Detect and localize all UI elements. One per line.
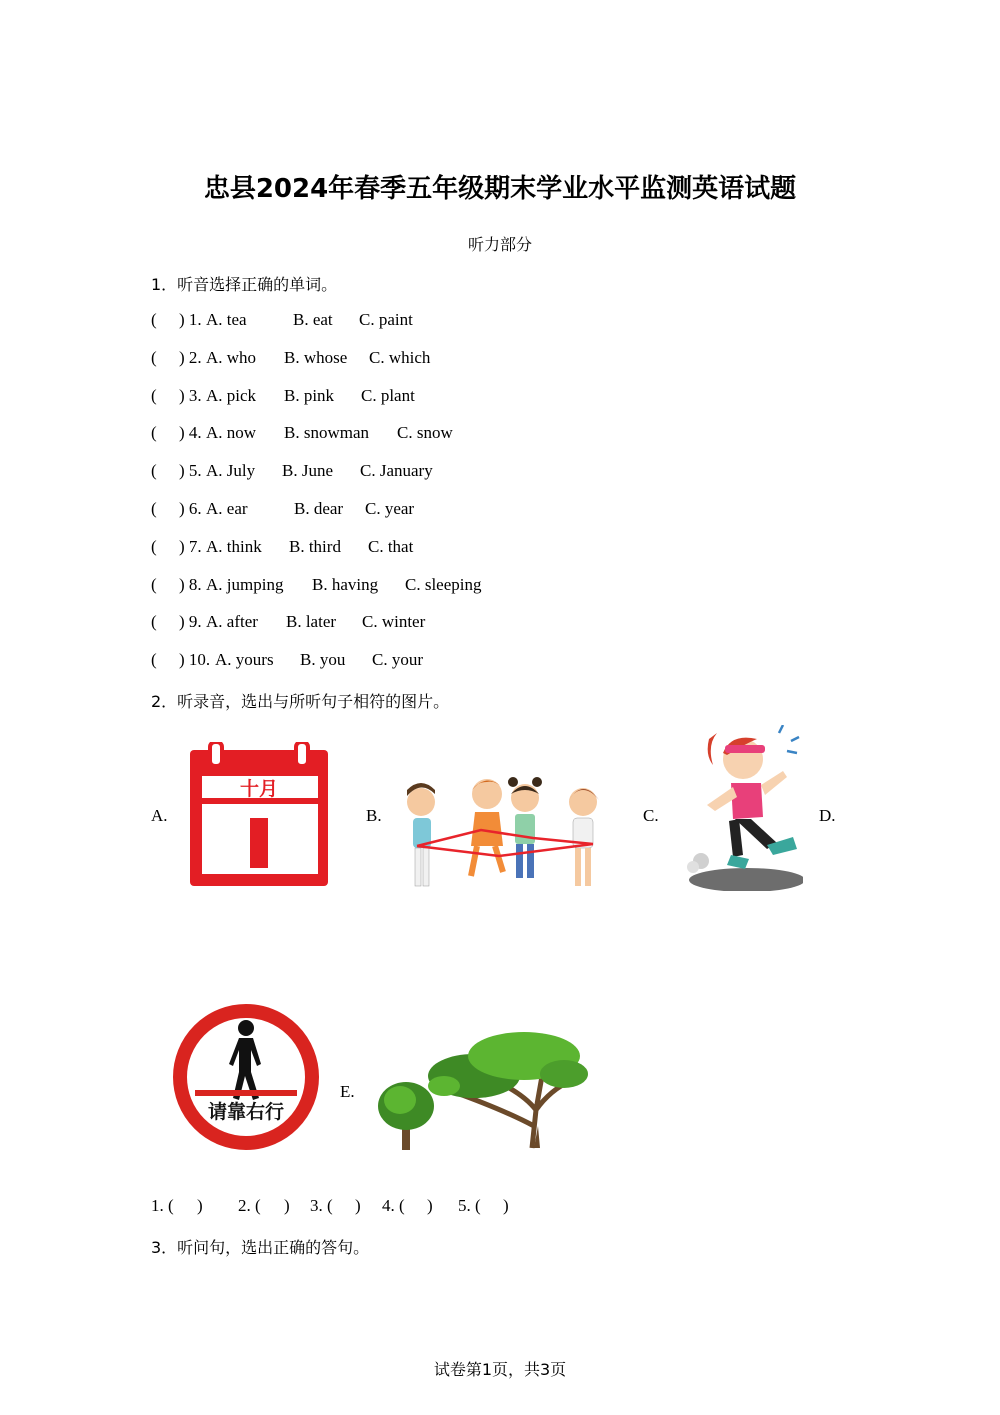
- answer-4-open: 4. (: [382, 1196, 405, 1215]
- option-b[interactable]: B. you: [300, 650, 346, 669]
- question-1-item: [151, 650, 601, 672]
- option-b[interactable]: B. eat: [293, 310, 333, 329]
- option-a[interactable]: A. think: [206, 537, 262, 556]
- option-c[interactable]: C. snow: [397, 423, 453, 442]
- keep-right-sign-image: [171, 1002, 321, 1152]
- option-b[interactable]: B. snowman: [284, 423, 369, 442]
- question-3-heading: 3．听问句，选出正确的答句。: [151, 1238, 370, 1257]
- answer-blank-open: (: [151, 575, 157, 594]
- option-e-label: E.: [340, 1082, 355, 1101]
- question-1-item: [151, 423, 601, 445]
- question-1-item: [151, 575, 601, 597]
- option-a[interactable]: A. yours: [215, 650, 274, 669]
- option-b[interactable]: B. having: [312, 575, 379, 594]
- option-c[interactable]: C. paint: [359, 310, 413, 329]
- document-title: 忠县2024年春季五年级期末学业水平监测英语试题: [203, 174, 797, 204]
- option-b[interactable]: B. later: [286, 612, 337, 631]
- option-a-label: A.: [151, 806, 168, 825]
- item-number: ) 7.: [179, 537, 202, 556]
- option-c[interactable]: C. your: [372, 650, 423, 669]
- item-number: ) 10.: [179, 650, 211, 669]
- running-girl-image: [687, 725, 803, 891]
- answer-4-close: ): [427, 1196, 433, 1215]
- option-b[interactable]: B. dear: [294, 499, 344, 518]
- answer-blank-open: (: [151, 499, 157, 518]
- question-1-item: [151, 348, 601, 370]
- question-1-item: [151, 499, 601, 521]
- calendar-month-text: 十月: [239, 778, 279, 800]
- option-c[interactable]: C. year: [365, 499, 415, 518]
- question-1-item: [151, 537, 601, 559]
- option-a[interactable]: A. pick: [206, 386, 257, 405]
- option-a[interactable]: A. ear: [206, 499, 248, 518]
- answer-2-close: ): [284, 1196, 290, 1215]
- question-1-item: [151, 310, 601, 332]
- question-2-heading: 2．听录音，选出与所听句子相符的图片。: [151, 692, 450, 711]
- option-a[interactable]: A. who: [206, 348, 257, 367]
- option-a[interactable]: A. July: [206, 461, 256, 480]
- question-1-item: [151, 461, 601, 483]
- answer-1-close: ): [197, 1196, 203, 1215]
- option-c[interactable]: C. sleeping: [405, 575, 482, 594]
- option-c[interactable]: C. winter: [362, 612, 426, 631]
- option-b[interactable]: B. whose: [284, 348, 348, 367]
- answer-blank-open: (: [151, 537, 157, 556]
- answer-blank-open: (: [151, 423, 157, 442]
- option-c-label: C.: [643, 806, 659, 825]
- item-number: ) 2.: [179, 348, 202, 367]
- item-number: ) 3.: [179, 386, 202, 405]
- sign-text: 请靠右行: [207, 1101, 285, 1123]
- answer-blank-open: (: [151, 461, 157, 480]
- option-b-label: B.: [366, 806, 382, 825]
- option-c[interactable]: C. which: [369, 348, 431, 367]
- children-jumping-rope-image: [403, 772, 621, 890]
- option-a[interactable]: A. now: [206, 423, 257, 442]
- option-b[interactable]: B. June: [282, 461, 333, 480]
- answer-3-open: 3. (: [310, 1196, 333, 1215]
- option-a[interactable]: A. after: [206, 612, 258, 631]
- answer-1-open: 1. (: [151, 1196, 174, 1215]
- option-b[interactable]: B. third: [289, 537, 341, 556]
- question-2-answer-row: [151, 1196, 551, 1218]
- option-d-label: D.: [819, 806, 836, 825]
- page-footer: 试卷第1页，共3页: [433, 1360, 567, 1379]
- item-number: ) 8.: [179, 575, 202, 594]
- answer-5-close: ): [503, 1196, 509, 1215]
- option-b[interactable]: B. pink: [284, 386, 335, 405]
- answer-blank-open: (: [151, 650, 157, 669]
- item-number: ) 9.: [179, 612, 202, 631]
- item-number: ) 4.: [179, 423, 202, 442]
- answer-5-open: 5. (: [458, 1196, 481, 1215]
- answer-blank-open: (: [151, 612, 157, 631]
- question-1-item: [151, 386, 601, 408]
- option-a[interactable]: A. tea: [206, 310, 247, 329]
- calendar-october-image: [186, 742, 332, 890]
- item-number: ) 5.: [179, 461, 202, 480]
- question-1-item: [151, 612, 601, 634]
- item-number: ) 6.: [179, 499, 202, 518]
- question-1-heading: 1．听音选择正确的单词。: [151, 275, 338, 294]
- answer-blank-open: (: [151, 310, 157, 329]
- option-c[interactable]: C. January: [360, 461, 433, 480]
- option-a[interactable]: A. jumping: [206, 575, 284, 594]
- trees-image: [374, 1030, 588, 1152]
- answer-3-close: ): [355, 1196, 361, 1215]
- answer-blank-open: (: [151, 386, 157, 405]
- section-title: 听力部分: [467, 235, 532, 254]
- option-c[interactable]: C. plant: [361, 386, 415, 405]
- option-c[interactable]: C. that: [368, 537, 414, 556]
- item-number: ) 1.: [179, 310, 202, 329]
- answer-blank-open: (: [151, 348, 157, 367]
- answer-2-open: 2. (: [238, 1196, 261, 1215]
